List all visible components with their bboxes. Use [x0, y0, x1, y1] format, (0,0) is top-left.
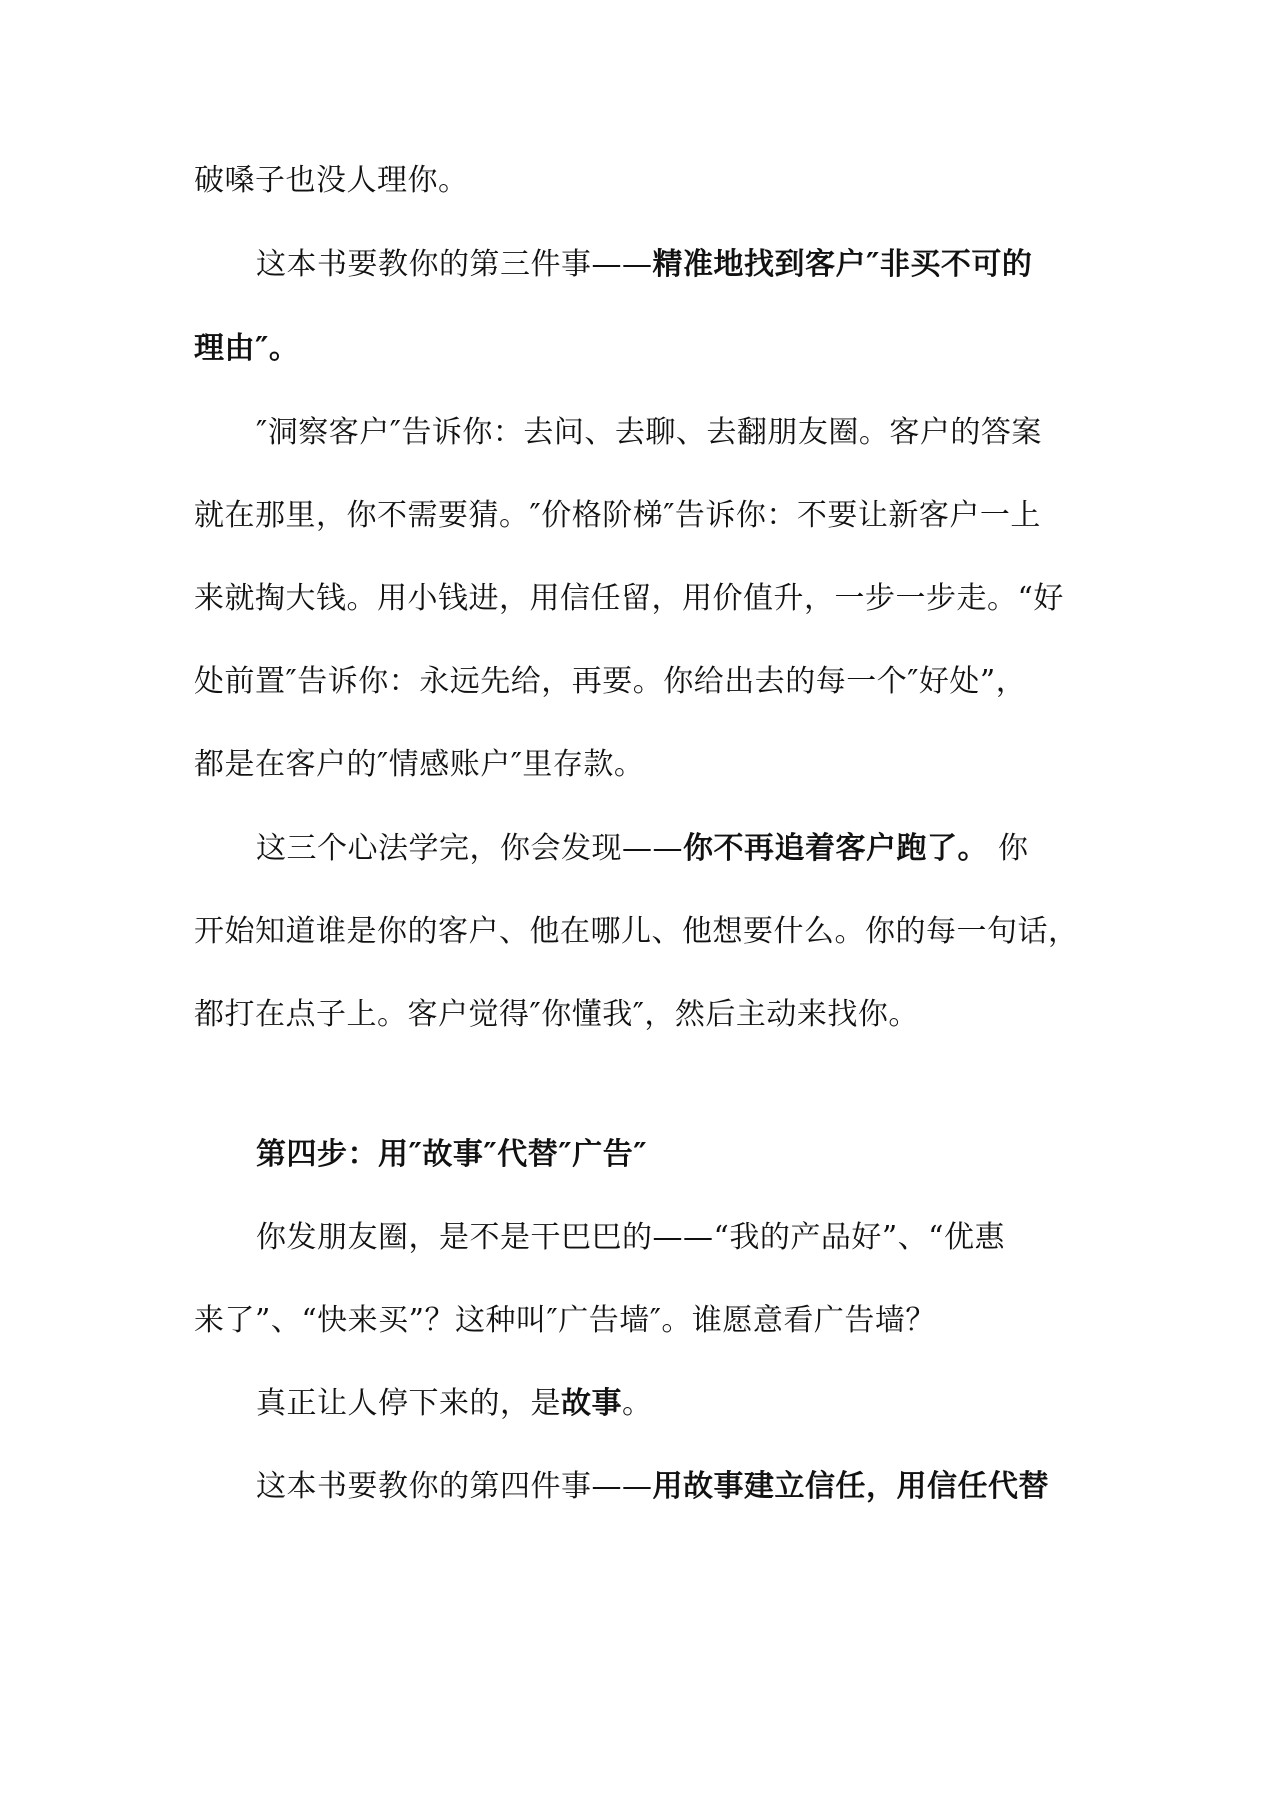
emphasis-text: 故事 — [561, 1386, 622, 1421]
text-line: 处前置″告诉你：永远先给，再要。你给出去的每一个″好处”， — [194, 664, 1027, 699]
text-line: 破嗓子也没人理你。 — [194, 163, 469, 198]
paragraph-line — [194, 1300, 1084, 1341]
document-body — [194, 160, 1084, 1507]
emphasis-text: 理由″。 — [194, 331, 300, 366]
text-segment: 这本书要教你的第三件事—— — [256, 247, 653, 282]
paragraph-continuation — [194, 160, 1084, 201]
paragraph-third-lesson-end — [194, 328, 1084, 369]
text-line: 来就掏大钱。用小钱进，用信任留，用价值升，一步一步走。“好 — [194, 581, 1064, 616]
text-line: 就在那里，你不需要猜。″价格阶梯″告诉你：不要让新客户一上 — [194, 498, 1041, 533]
text-line: 来了”、“快来买”？这种叫″广告墙″。谁愿意看广告墙？ — [194, 1303, 936, 1338]
section-gap — [194, 1035, 1084, 1134]
paragraph-line — [194, 495, 1084, 536]
paragraph-line — [194, 1466, 1084, 1507]
text-line: 都是在客户的″情感账户″里存款。 — [194, 747, 645, 782]
paragraph-line — [194, 994, 1084, 1035]
paragraph-line — [194, 1217, 1084, 1258]
paragraph-line — [194, 828, 1084, 869]
paragraph-line — [194, 911, 1084, 952]
heading-text: 第四步：用″故事″代替″广告″ — [256, 1137, 648, 1172]
paragraph-line — [194, 578, 1084, 619]
paragraph-line — [194, 1383, 1084, 1424]
paragraph-line — [194, 661, 1084, 702]
emphasis-text: 精准地找到客户″非买不可的 — [652, 247, 1033, 282]
text-segment: 真正让人停下来的，是 — [256, 1386, 561, 1421]
text-line: 都打在点子上。客户觉得″你懂我″，然后主动来找你。 — [194, 997, 919, 1032]
section-heading — [194, 1134, 1084, 1175]
text-line: 开始知道谁是你的客户、他在哪儿、他想要什么。你的每一句话， — [194, 914, 1079, 949]
text-segment: 这三个心法学完，你会发现—— — [256, 831, 683, 866]
paragraph-third-lesson — [194, 244, 1084, 285]
text-line: 你发朋友圈，是不是干巴巴的——“我的产品好”、“优惠 — [256, 1220, 1006, 1255]
emphasis-text: 你不再追着客户跑了。 — [683, 831, 988, 866]
paragraph-line — [194, 744, 1084, 785]
text-segment: 这本书要教你的第四件事—— — [256, 1469, 653, 1504]
text-segment: 你 — [988, 831, 1029, 866]
emphasis-text: 用故事建立信任，用信任代替 — [652, 1469, 1049, 1504]
text-segment: 。 — [622, 1386, 653, 1421]
text-line: ″洞察客户″告诉你：去问、去聊、去翻朋友圈。客户的答案 — [256, 415, 1042, 450]
paragraph-line — [194, 412, 1084, 453]
